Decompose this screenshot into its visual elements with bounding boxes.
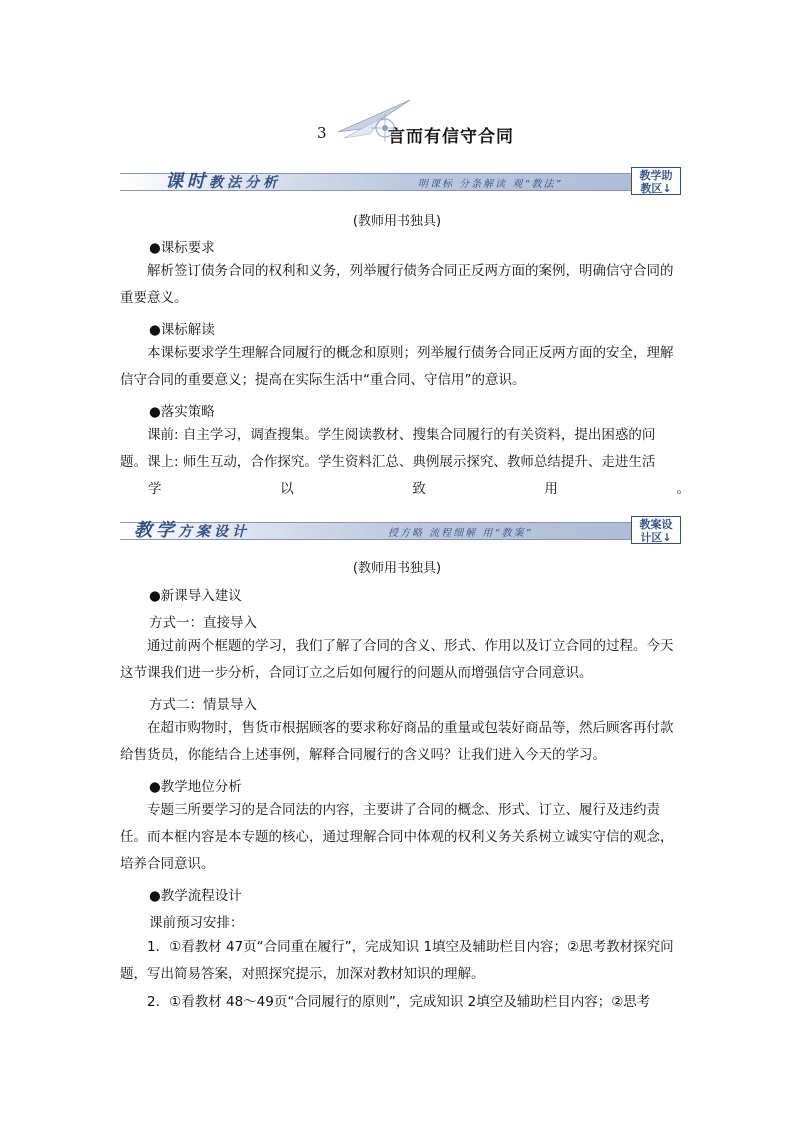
preview-item-1: 1．①看教材 47页“合同重在履行”，完成知识 1填空及辅助栏目内容；②思考教材探究问题，写出简易答案，对照探究提示，加深对教材知识的理解。 [120,939,674,982]
lesson-plan-zone-button[interactable] [631,516,681,544]
word: 。 [676,481,690,497]
lesson-number: 3 [317,124,327,142]
section-heading-flow: ●教学流程设计 [149,888,242,904]
word: 以 [280,481,294,497]
section-heading-interpretation: ●课标解读 [149,322,215,338]
intro-way-1-text: 通过前两个框题的学习，我们了解了合同的含义、形式、作用以及订立合同的过程。今天这节课我们进一步分析，合同订立之后如何履行的问题从而增强信守合同意识。 [120,638,674,681]
banner-title-main: 课时 [165,171,209,192]
box-line-1: 教学助 [639,169,673,182]
banner-title [165,167,281,193]
banner-title-main: 教学 [134,520,178,541]
interpretation-text: 本课标要求学生理解合同履行的概念和原则；列举履行债务合同正反两方面的安全，理解信守合同的重要意义；提高在实际生活中“重合同、守信用”的意识。 [120,345,674,388]
intro-way-1-label: 方式一：直接导入 [149,615,257,631]
word: 致 [412,481,426,497]
teacher-only-note: (教师用书独具) [352,561,442,576]
section-banner-analysis [120,167,681,195]
section-heading-position: ●教学地位分析 [149,779,242,795]
banner-title-rest: 方案设计 [178,524,250,540]
intro-way-2-label: 方式二：情景导入 [149,697,257,713]
box-line-1: 教案设 [639,518,673,531]
box-line-2: 教区↓ [640,182,672,195]
standard-text: 解析签订债务合同的权利和义务，列举履行债务合同正反两方面的案例，明确信守合同的重要意义。 [120,263,674,306]
teacher-only-note: (教师用书独具) [352,214,442,229]
banner-subtitle: 授方略 流程细解 用“教案” [388,528,533,539]
teaching-aid-zone-button[interactable] [631,167,681,195]
banner-title-rest: 教法分析 [209,175,281,191]
preview-label: 课前预习安排： [149,915,244,931]
section-heading-strategy: ●落实策略 [149,404,215,420]
position-text: 专题三所要学习的是合同法的内容，主要讲了合同的概念、形式、订立、履行及违约责任。而本框内容是本专题的核心，通过理解合同中体观的权利义务关系树立诚实守信的观念，培养合同意识。 [120,802,674,872]
strategy-last-line [148,476,690,503]
strategy-text: 课前: 自主学习，调查搜集。学生阅读教材、搜集合同履行的有关资料，提出困惑的问题。课上: 师生互动，合作探究。学生资料汇总、典例展示探究、教师总结提升、走进生活 [120,427,656,470]
preview-item-2: 2．①看教材 48～49页“合同履行的原则”，完成知识 2填空及辅助栏目内容；②思考 [147,994,651,1010]
banner-subtitle: 明课标 分条解读 观“教法” [418,179,563,190]
intro-way-2-text: 在超市购物时，售货市根据顾客的要求称好商品的重量或包装好商品等，然后顾客再付款给售货员，你能结合上述事例，解释合同履行的含义吗？让我们进入今天的学习。 [120,720,674,763]
word: 学 [148,481,162,497]
box-line-2: 计区↓ [640,531,672,544]
lesson-title [300,98,560,148]
word: 用 [544,481,558,497]
section-heading-standard: ●课标要求 [149,240,215,256]
section-banner-design [120,516,681,544]
section-heading-intro: ●新课导入建议 [149,588,242,604]
lesson-title-text: 言而有信守合同 [388,127,514,147]
banner-title [134,516,250,542]
